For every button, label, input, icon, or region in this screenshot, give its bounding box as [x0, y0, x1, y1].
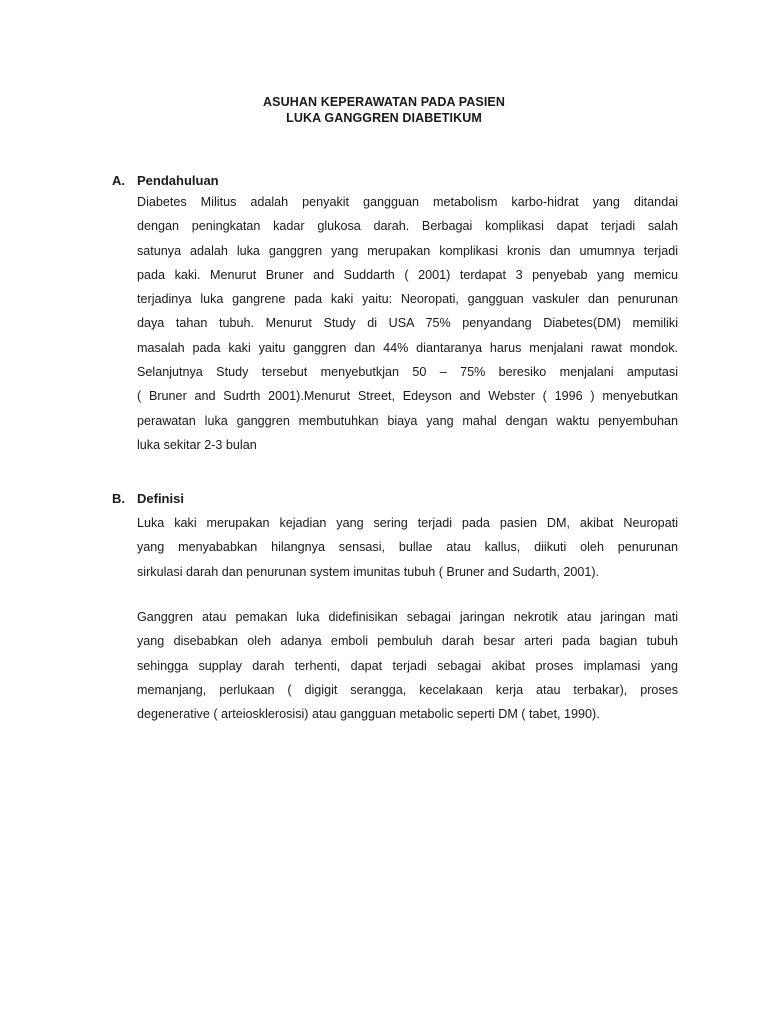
paragraph-line: ( Bruner and Sudrth 2001).Menurut Street, Edeyson and Webster ( 1996 ) menyebutkan [137, 389, 678, 404]
paragraph-line: memanjang, perlukaan ( digigit serangga, kecelakaan kerja atau terbakar), proses [137, 682, 678, 697]
paragraph-line: daya tahan tubuh. Menurut Study di USA 75% penyandang Diabetes(DM) memiliki [137, 316, 678, 331]
document-title-line-2: LUKA GANGGREN DIABETIKUM [286, 111, 482, 125]
paragraph-line: Luka kaki merupakan kejadian yang sering terjadi pada pasien DM, akibat Neuropati [137, 516, 678, 530]
paragraph-line: satunya adalah luka ganggren yang merupakan komplikasi kronis dan umumnya terjadi [137, 243, 678, 258]
paragraph-line: yang disebabkan oleh adanya emboli pembuluh darah besar arteri pada bagian tubuh [137, 634, 678, 649]
paragraph-line: Selanjutnya Study tersebut menyebutkjan 50 – 75% beresiko menjalani amputasi [137, 365, 678, 380]
paragraph-line: masalah pada kaki yaitu ganggren dan 44% diantaranya harus menjalani rawat mondok. [137, 340, 678, 355]
document-title-line-1: ASUHAN KEPERAWATAN PADA PASIEN [263, 95, 505, 109]
section-heading-pendahuluan [112, 172, 219, 189]
paragraph-line: pada kaki. Menurut Bruner and Suddarth ( 2001) terdapat 3 penyebab yang memicu [137, 267, 678, 282]
paragraph-line: perawatan luka ganggren membutuhkan biaya yang mahal dengan waktu penyembuhan [137, 413, 678, 428]
section-title: Definisi [137, 491, 184, 506]
paragraph-line: Diabetes Militus adalah penyakit gangguan metabolism karbo-hidrat yang ditandai [137, 195, 678, 209]
paragraph-line: dengan peningkatan kadar glukosa darah. Berbagai komplikasi dapat terjadi salah [137, 219, 678, 234]
paragraph-line: sehingga supplay darah terhenti, dapat terjadi sebagai akibat proses implamasi yang [137, 658, 678, 673]
section-letter: A. [112, 173, 125, 188]
paragraph-line: yang menyababkan hilangnya sensasi, bullae atau kallus, diikuti oleh penurunan [137, 540, 678, 555]
paragraph-line: sirkulasi darah dan penurunan system imunitas tubuh ( Bruner and Sudarth, 2001). [137, 564, 600, 579]
section-letter: B. [112, 491, 125, 506]
paragraph-line: degenerative ( arteiosklerosisi) atau gangguan metabolic seperti DM ( tabet, 1990). [137, 707, 600, 722]
paragraph-line: terjadinya luka gangrene pada kaki yaitu: Neoropati, gangguan vaskuler dan penurunan [137, 292, 678, 307]
paragraph-definisi-1 [137, 511, 678, 584]
section-title: Pendahuluan [137, 173, 219, 188]
section-heading-definisi [112, 490, 184, 507]
paragraph-pendahuluan [137, 190, 678, 457]
paragraph-line: Ganggren atau pemakan luka didefinisikan sebagai jaringan nekrotik atau jaringan mati [137, 610, 678, 624]
paragraph-definisi-2 [137, 605, 678, 726]
paragraph-line: luka sekitar 2-3 bulan [137, 437, 257, 452]
